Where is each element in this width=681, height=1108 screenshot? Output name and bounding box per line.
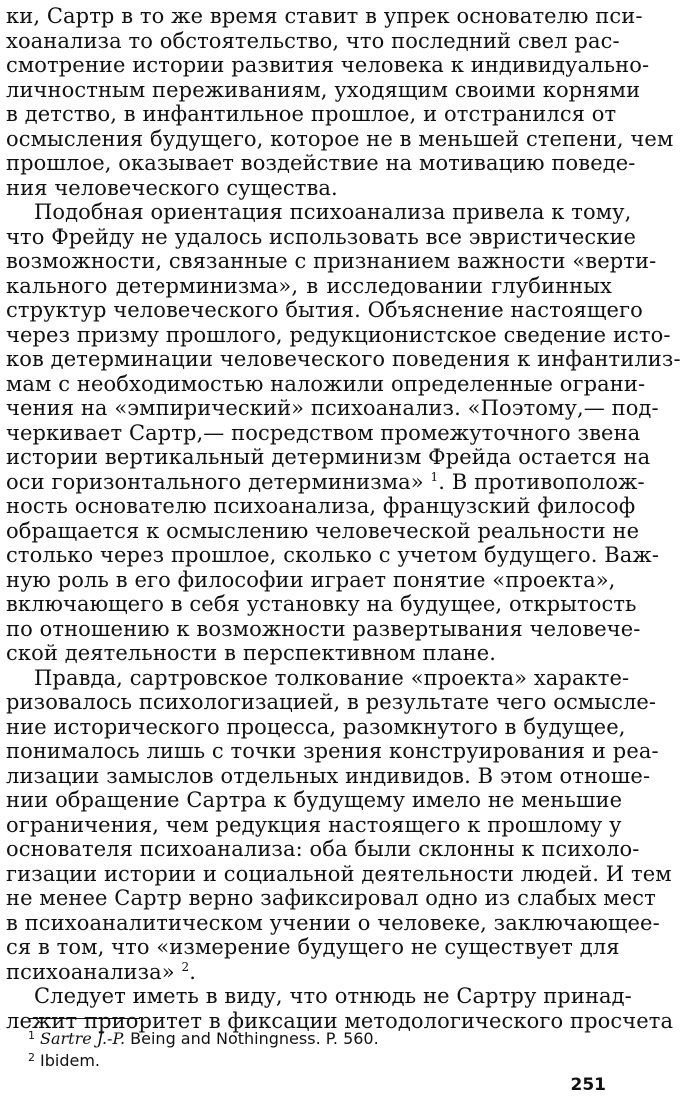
text-line: мам с необходимостью наложили определенные ограни-: [6, 371, 646, 396]
text-line: в психоаналитическом учении о человеке, заключающее-: [6, 910, 660, 935]
text-line: ризовалось психологизацией, в результате чего осмысле-: [6, 690, 657, 714]
footnote-2-number: 2: [28, 1051, 35, 1064]
text-line: столько через прошлое, сколько с учетом будущего. Важ-: [6, 543, 660, 567]
footnote-2: [28, 1047, 588, 1069]
footnote-1-number: 1: [28, 1029, 35, 1042]
text-line: оси горизонтального детерминизма» $^1$. В противополож-: [6, 469, 645, 494]
text-line: ние исторического процесса, разомкнутого в будущее,: [6, 714, 626, 739]
text-line: осмысления будущего, которое не в меньшей степени, чем: [6, 126, 674, 151]
body-text: [6, 4, 681, 1033]
text-line: лежит приоритет в фиксации методологического просчета: [6, 1008, 674, 1033]
text-line: гизации истории и социальной деятельности людей. И тем: [6, 861, 672, 886]
text-line: прошлое, оказывает воздействие на мотивацию поведе-: [6, 151, 636, 175]
text-line: ность основателю психоанализа, французский философ: [6, 494, 636, 518]
footnote-separator: [28, 1018, 140, 1019]
text-line: лизации замыслов отдельных индивидов. В этом отноше-: [6, 763, 651, 788]
text-line: ния человеческого существа.: [6, 175, 338, 200]
text-line: Правда, сартровское толкование «проекта» характе-: [34, 665, 630, 690]
text-line: Подобная ориентация психоанализа привела к тому,: [34, 200, 632, 224]
text-line: структур человеческого бытия. Объяснение настоящего: [6, 298, 643, 322]
text-line: ков детерминации человеческого поведения к инфантилиз-: [6, 347, 681, 371]
text-line: хоанализа то обстоятельство, что последний свел рас-: [6, 28, 620, 53]
text-line: чения на «эмпирический» психоанализ. «Поэтому,— под-: [6, 396, 659, 420]
text-line: по отношению к возможности развертывания человече-: [6, 616, 641, 641]
text-line: черкивает Сартр,— посредством промежуточного звена: [6, 420, 641, 445]
text-line: истории вертикальный детерминизм Фрейда остается на: [6, 445, 651, 469]
footnote-1: [28, 1025, 588, 1047]
text-line: что Фрейду не удалось использовать все эвристические: [6, 224, 637, 249]
page-number: 251: [570, 1075, 606, 1095]
text-line: личностным переживаниям, уходящим своими корнями: [6, 77, 641, 102]
footnote-1-author: Sartre J.-P.: [40, 1029, 126, 1048]
text-line: ки, Сартр в то же время ставит в упрек основателю пси-: [6, 4, 643, 28]
text-line: ную роль в его философии играет понятие «проекта»,: [6, 567, 616, 592]
text-line: возможности, связанные с признанием важности «верти-: [6, 249, 657, 273]
text-line: через призму прошлого, редукционистское сведение исто-: [6, 322, 671, 347]
footnote-1-text: Being and Nothingness. P. 560.: [130, 1029, 379, 1048]
text-line: Следует иметь в виду, что отнюдь не Сартру принад-: [34, 984, 632, 1008]
footnotes: [28, 1025, 588, 1069]
footnote-reference: 2: [181, 959, 190, 974]
text-line: понималось лишь с точки зрения конструирования и реа-: [6, 739, 659, 763]
text-line: не менее Сартр верно зафиксировал одно из слабых мест: [6, 886, 656, 910]
text-line: ограничения, чем редукция настоящего к прошлому у: [6, 812, 622, 837]
text-line: нии обращение Сартра к будущему имело не меньшие: [6, 788, 623, 812]
text-line: включающего в себя установку на будущее, открытость: [6, 592, 637, 616]
text-line: психоанализа» $^2$.: [6, 959, 197, 984]
text-line: кального детерминизма», в исследовании глубинных: [6, 273, 612, 298]
text-line: в детство, в инфантильное прошлое, и отстранился от: [6, 102, 617, 126]
footnote-2-text: Ibidem.: [40, 1051, 100, 1070]
footnote-reference: 1: [430, 469, 439, 484]
text-line: основателя психоанализа: оба были склонны к психоло-: [6, 837, 640, 861]
text-line: ской деятельности в перспективном плане.: [6, 641, 497, 665]
text-line: смотрение истории развития человека к индивидуально-: [6, 53, 650, 77]
text-line: обращается к осмыслению человеческой реальности не: [6, 518, 640, 543]
text-line: ся в том, что «измерение будущего не существует для: [6, 935, 620, 959]
